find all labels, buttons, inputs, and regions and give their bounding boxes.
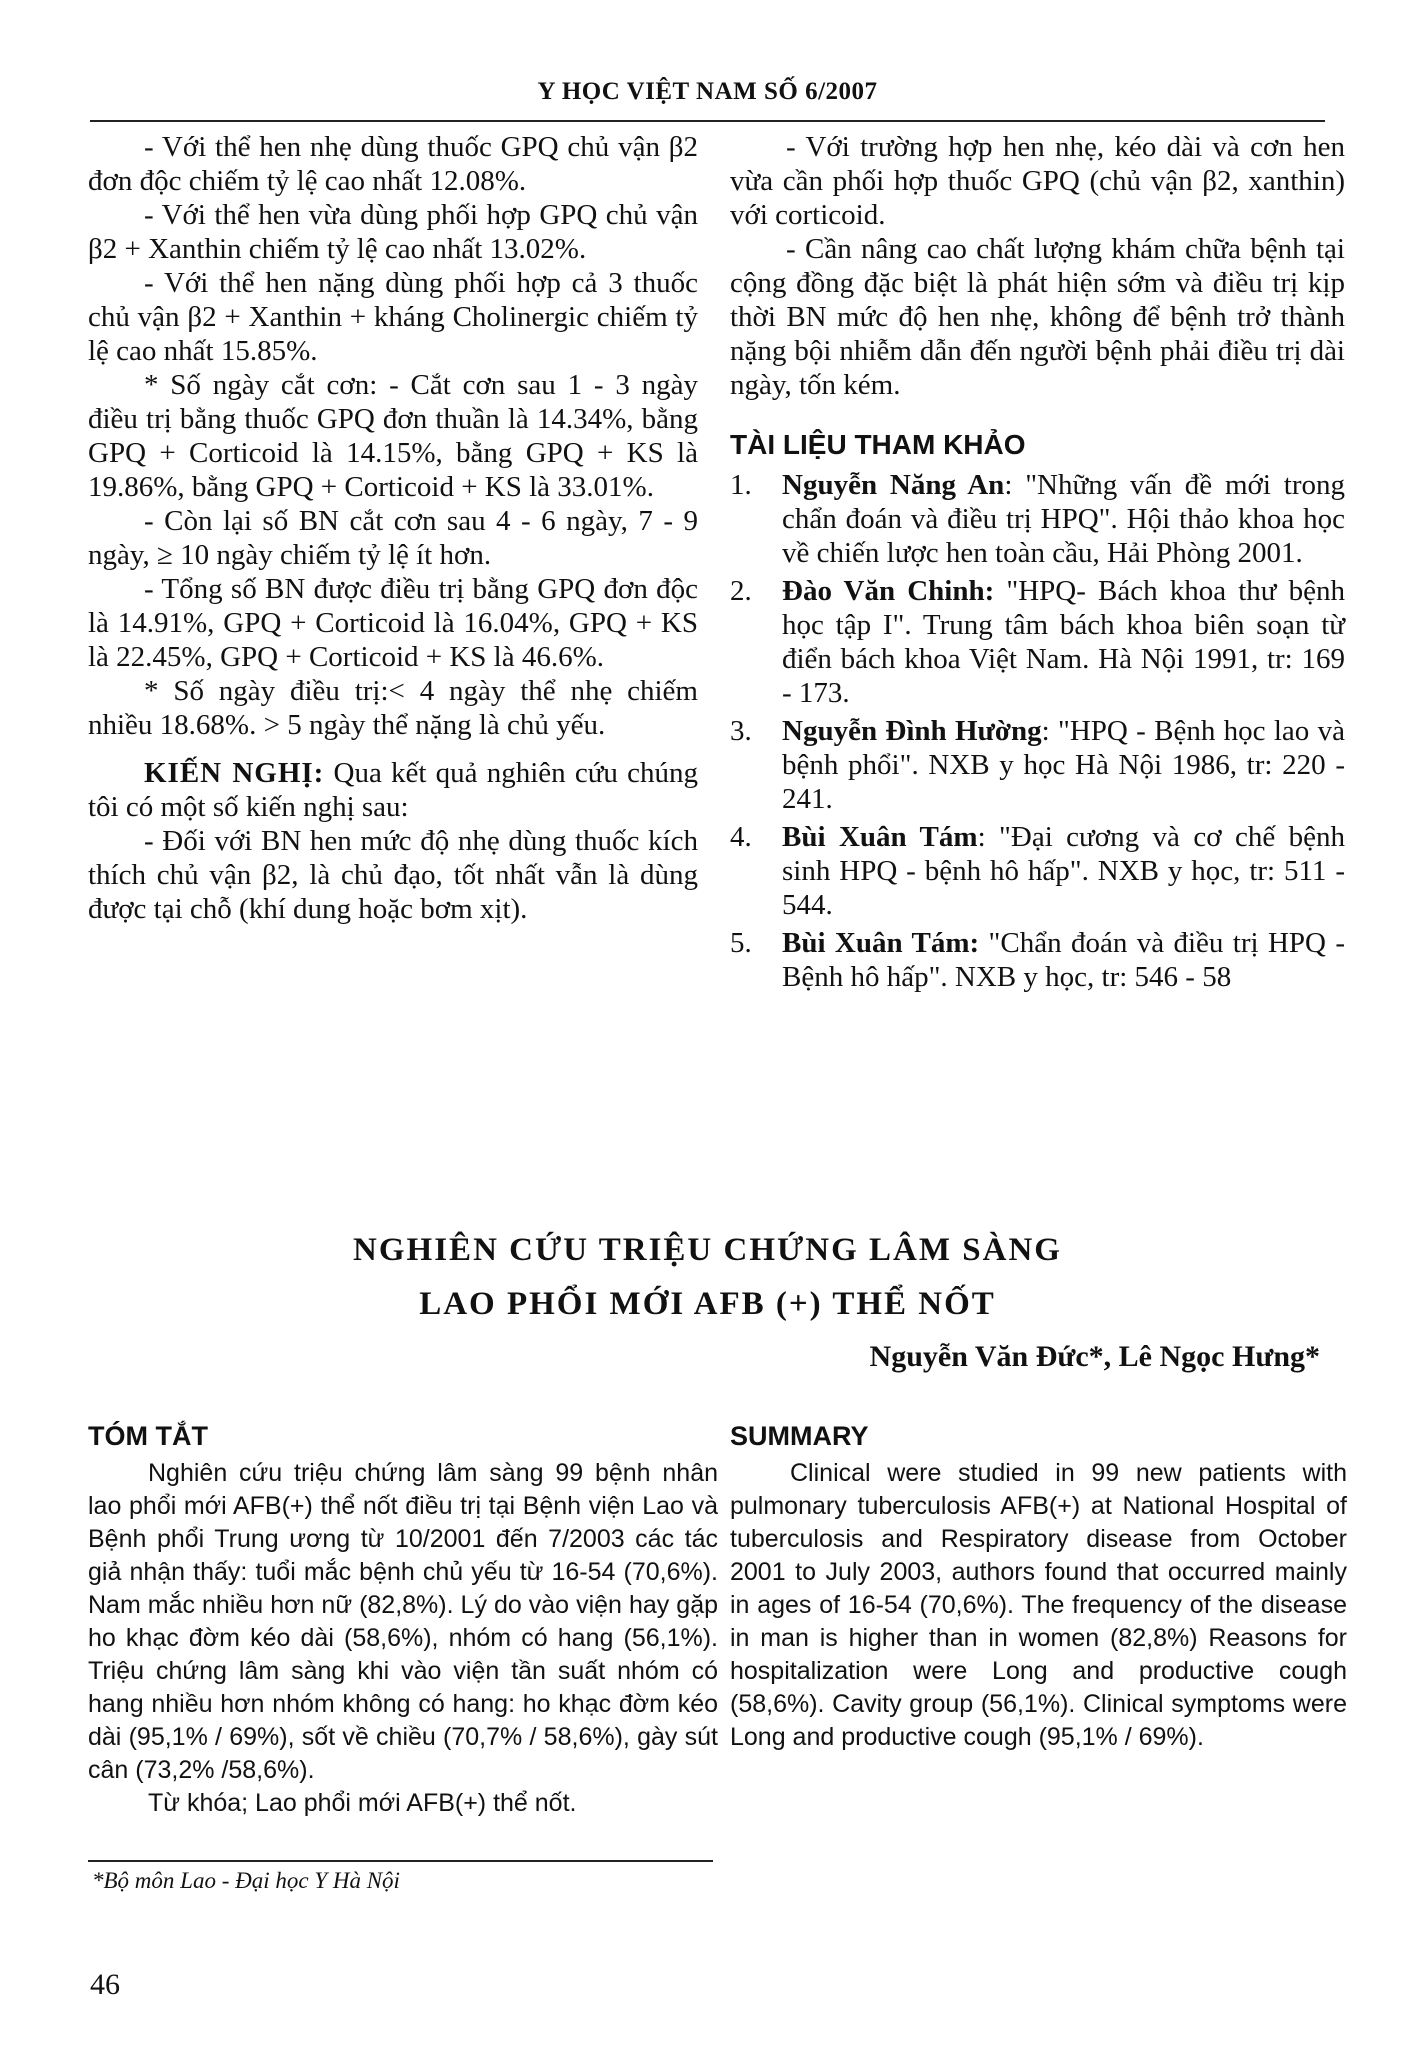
recommendation-paragraph	[88, 756, 698, 824]
journal-header: Y HỌC VIỆT NAM SỐ 6/2007	[537, 78, 878, 105]
reference-body	[782, 574, 1345, 710]
paragraph: - Với thể hen vừa dùng phối hợp GPQ chủ vận β2 + Xanthin chiếm tỷ lệ cao nhất 13.02%.	[88, 199, 698, 265]
reference-body	[782, 468, 1345, 570]
abstract-vi-heading: TÓM TẮT	[88, 1421, 208, 1451]
reference-body	[782, 714, 1345, 816]
abstract-vietnamese	[88, 1420, 718, 1820]
paragraph: - Cần nâng cao chất lượng khám chữa bệnh tại cộng đồng đặc biệt là phát hiện sớm và điều trị kịp thời BN mức độ hen nhẹ, không để bệnh trở thành nặng bội nhiễm dẫn đến người bệnh phải điều trị dài ngày, tốn kém.	[730, 233, 1345, 401]
article-title-line-2: LAO PHỔI MỚI AFB (+) THỂ NỐT	[419, 1286, 996, 1322]
abstract-en-heading: SUMMARY	[730, 1421, 869, 1451]
abstract-english	[730, 1420, 1347, 1754]
header-rule	[90, 120, 1325, 122]
reference-item	[730, 574, 1345, 710]
abstract-vi-keywords: Từ khóa; Lao phổi mới AFB(+) thể nốt.	[148, 1789, 577, 1817]
reference-item	[730, 926, 1345, 994]
reference-item	[730, 714, 1345, 816]
reference-author: Bùi Xuân Tám	[782, 821, 978, 853]
reference-number: 1.	[730, 469, 752, 501]
reference-author: Bùi Xuân Tám:	[782, 927, 980, 959]
reference-text: "Chẩn đoán và điều trị HPQ - Bệnh hô hấp". NXB y học, tr: 546 - 58	[782, 927, 1345, 993]
paragraph: - Với thể hen nhẹ dùng thuốc GPQ chủ vận β2 đơn độc chiếm tỷ lệ cao nhất 12.08%.	[88, 131, 698, 197]
reference-number: 3.	[730, 715, 752, 747]
reference-number: 2.	[730, 575, 752, 607]
reference-number: 4.	[730, 821, 752, 853]
abstract-en-body: Clinical were studied in 99 new patients with pulmonary tuberculosis AFB(+) at National Hospital of tuberculosis and Respiratory disease from October 2001 to July 2003, authors found that occurred mainly in ages of 16-54 (70,6%). The frequency of the disease in man is higher than in women (82,8%) Reasons for hospitalization were Long and productive cough (58,6%). Cavity group (56,1%). Clinical symptoms were Long and productive cough (95,1% / 69%).	[730, 1459, 1347, 1751]
recommendation-item: - Đối với BN hen mức độ nhẹ dùng thuốc kích thích chủ vận β2, là chủ đạo, tốt nhất vẫn là dùng được tại chỗ (khí dung hoặc bơm xịt).	[88, 825, 698, 925]
recommendation-label: KIẾN NGHỊ:	[144, 757, 325, 789]
paragraph: - Với trường hợp hen nhẹ, kéo dài và cơn hen vừa cần phối hợp thuốc GPQ (chủ vận β2, xanthin) với corticoid.	[730, 131, 1345, 231]
references-heading: TÀI LIỆU THAM KHẢO	[730, 429, 1026, 460]
paragraph: * Số ngày cắt cơn: - Cắt cơn sau 1 - 3 ngày điều trị bằng thuốc GPQ đơn thuần là 14.34%, bằng GPQ + Corticoid là 14.15%, bằng GPQ + KS là 19.86%, bằng GPQ + Corticoid + KS là 33.01%.	[88, 369, 698, 503]
recommendation-text: Qua kết quả nghiên cứu chúng tôi có một số kiến nghị sau:	[88, 757, 698, 823]
reference-text: "HPQ- Bách khoa thư bệnh học tập I". Trung tâm bách khoa biên soạn từ điển bách khoa Việt Nam. Hà Nội 1991, tr: 169 - 173.	[782, 575, 1345, 709]
page-number: 46	[90, 1968, 120, 2001]
reference-item	[730, 820, 1345, 922]
reference-body	[782, 926, 1345, 994]
reference-author: Đào Văn Chinh:	[782, 575, 995, 607]
footnote-rule	[88, 1860, 713, 1862]
paragraph: - Với thể hen nặng dùng phối hợp cả 3 thuốc chủ vận β2 + Xanthin + kháng Cholinergic chiếm tỷ lệ cao nhất 15.85%.	[88, 267, 698, 367]
reference-text: : "Đại cương và cơ chế bệnh sinh HPQ - bệnh hô hấp". NXB y học, tr: 511 - 544.	[782, 821, 1345, 921]
right-column	[730, 130, 1345, 998]
reference-body	[782, 820, 1345, 922]
reference-text: : "HPQ - Bệnh học lao và bệnh phổi". NXB y học Hà Nội 1986, tr: 220 - 241.	[782, 715, 1345, 815]
reference-author: Nguyễn Đình Hường	[782, 715, 1042, 747]
footnote: *Bộ môn Lao - Đại học Y Hà Nội	[92, 1868, 400, 1893]
article-authors: Nguyễn Văn Đức*, Lê Ngọc Hưng*	[869, 1340, 1320, 1373]
paragraph: - Còn lại số BN cắt cơn sau 4 - 6 ngày, 7 - 9 ngày, ≥ 10 ngày chiếm tỷ lệ ít hơn.	[88, 505, 698, 571]
article-title-line-1: NGHIÊN CỨU TRIỆU CHỨNG LÂM SÀNG	[353, 1232, 1062, 1268]
left-column	[88, 130, 698, 926]
reference-number: 5.	[730, 927, 752, 959]
paragraph: * Số ngày điều trị:< 4 ngày thể nhẹ chiếm nhiều 18.68%. > 5 ngày thể nặng là chủ yếu.	[88, 675, 698, 741]
reference-item	[730, 468, 1345, 570]
paragraph: - Tổng số BN được điều trị bằng GPQ đơn độc là 14.91%, GPQ + Corticoid là 16.04%, GPQ + KS là 22.45%, GPQ + Corticoid + KS là 46.6%.	[88, 573, 698, 673]
reference-author: Nguyễn Năng An	[782, 469, 1005, 501]
abstract-vi-body: Nghiên cứu triệu chứng lâm sàng 99 bệnh nhân lao phổi mới AFB(+) thể nốt điều trị tại Bệnh viện Lao và Bệnh phổi Trung ương từ 10/2001 đến 7/2003 các tác giả nhận thấy: tuổi mắc bệnh chủ yếu từ 16-54 (70,6%). Nam mắc nhiều hơn nữ (82,8%). Lý do vào viện hay gặp ho khạc đờm kéo dài (58,6%), nhóm có hang (56,1%). Triệu chứng lâm sàng khi vào viện tần suất nhóm có hang nhiều hơn nhóm không có hang: ho khạc đờm kéo dài (95,1% / 69%), sốt về chiều (70,7% / 58,6%), gày sút cân (73,2% /58,6%).	[88, 1459, 718, 1784]
reference-text: : "Những vấn đề mới trong chẩn đoán và điều trị HPQ". Hội thảo khoa học về chiến lược hen toàn cầu, Hải Phòng 2001.	[782, 469, 1345, 569]
